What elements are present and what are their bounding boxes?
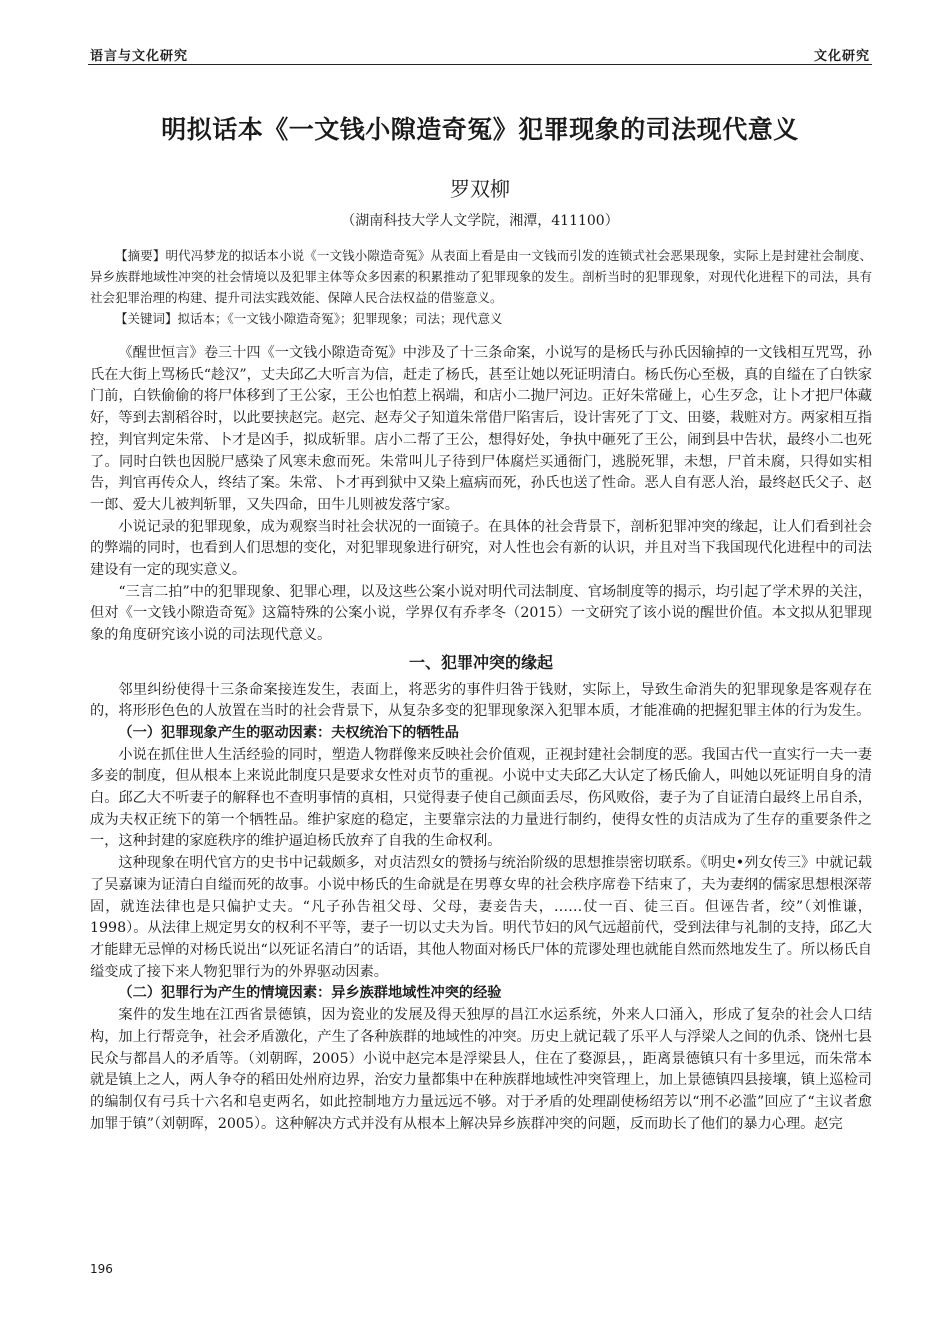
keywords-text: 【关键词】拟话本；《一文钱小隙造奇冤》；犯罪现象；司法；现代意义 [115, 311, 503, 326]
body-paragraph: 邻里纠纷使得十三条命案接连发生，表面上，将恶劣的事件归咎于钱财，实际上，导致生命消失的犯罪现象是客观存在的，将形形色色的人放置在当时的社会背景下，从复杂多变的犯罪现象深入犯罪本质，才能准确的把握犯罪主体的行为发生。 [90, 681, 872, 720]
header-journal-name: 语言与文化研究 [90, 49, 189, 64]
body-paragraph: 小说在抓住世人生活经验的同时，塑造人物群像来反映社会价值观，正视封建社会制度的恶。我国古代一直实行一夫一妻多妾的制度，但从根本上来说此制度只是要求女性对贞节的重视。小说中丈夫邱乙大认定了杨氏偷人，叫她以死证明自身的清白。邱乙大不听妻子的解释也不查明事情的真相，只觉得妻子使自己颜面丢尽，伤风败俗，妻子为了自证清白最终上吊自杀，成为夫权正统下的第一个牺牲品。维护家庭的稳定，主要靠宗法的力量进行制约，使得女性的贞洁成为了生存的重要条件之一，这种封建的家庭秩序的维护逼迫杨氏放弃了自我的生命权利。 [90, 746, 872, 850]
body-paragraph: 小说记录的犯罪现象，成为观察当时社会状况的一面镜子。在具体的社会背景下，剖析犯罪冲突的缘起，让人们看到社会的弊端的同时，也看到人们思想的变化，对犯罪现象进行研究，对人性也会有新的认识，并且对当下我国现代化进程中的司法建设有一定的现实意义。 [90, 518, 872, 579]
header-rule [88, 64, 872, 65]
subsection-heading: （二）犯罪行为产生的情境因素：异乡族群地域性冲突的经验 [118, 985, 502, 1002]
author-affiliation: （湖南科技大学人文学院，湘潭，411100） [341, 213, 619, 229]
header-section-name: 文化研究 [813, 49, 870, 64]
author-name: 罗双柳 [450, 177, 510, 201]
body-paragraph: 案件的发生地在江西省景德镇，因为瓷业的发展及得天独厚的昌江水运系统，外来人口涌入，形成了复杂的社会人口结构，加上行帮竞争，社会矛盾激化，产生了各种族群的地域性的冲突。历史上就记载了乐平人与浮梁人之间的仇杀、饶州七县民众与都昌人的矛盾等。（刘朝晖，2005）小说中赵完本是浮梁县人，住在了婺源县，，距离景德镇只有十多里远，而朱常本就是镇上之人，两人争夺的稻田处州府边界，治安力量都集中在种族群地域性冲突管理上，加上景德镇四县接壤，镇上巡检司的编制仅有弓兵十六名和皂吏两名，如此控制地方力量远远不够。对于矛盾的处理副使杨绍芳以“刑不必滥”回应了“主议者愈加罪于镇”（刘朝晖，2005）。这种解决方式并没有从根本上解决异乡族群冲突的问题，反而助长了他们的暴力心理。赵完 [90, 1007, 872, 1132]
body-paragraph: 这种现象在明代官方的史书中记载颇多，对贞洁烈女的赞扬与统治阶级的思想推崇密切联系。《明史•列女传三》中就记载了吴嘉谏为证清白自缢而死的故事。小说中杨氏的生命就是在男尊女卑的社会秩序席卷下结束了，夫为妻纲的儒家思想根深蒂固，就连法律也是只偏护丈夫。“凡子孙告祖父母、父母，妻妾告夫，……仗一百、徒三百。但诬告者，绞”（刘惟谦，1998）。从法律上规定男女的权利不平等，妻子一切以丈夫为旨。明代节妇的风气远超前代，受到法律与礼制的支持，邱乙大才能肆无忌惮的对杨氏说出“以死证名清白”的话语，其他人物面对杨氏尸体的荒谬处理也就能自然而然地发生了。所以杨氏自缢变成了接下来人物犯罪行为的外界驱动因素。 [90, 855, 872, 980]
body-paragraph: “三言二拍”中的犯罪现象、犯罪心理，以及这些公案小说对明代司法制度、官场制度等的揭示，均引起了学术界的关注，但对《一文钱小隙造奇冤》这篇特殊的公案小说，学界仅有乔孝冬（2015）一文研究了该小说的醒世价值。本文拟从犯罪现象的角度研究该小说的司法现代意义。 [90, 583, 872, 644]
subsection-heading: （一）犯罪现象产生的驱动因素：夫权统治下的牺牲品 [118, 724, 459, 741]
abstract-text: 【摘要】明代冯梦龙的拟话本小说《一文钱小隙造奇冤》从表面上看是由一文钱而引发的连锁式社会恶果现象，实际上是封建社会制度、异乡族群地域性冲突的社会情境以及犯罪主体等众多因素的积累推动了犯罪现象的发生。剖析当时的犯罪现象，对现代化进程下的司法，具有社会犯罪治理的构建、提升司法实践效能、保障人民合法权益的借鉴意义。 [90, 248, 872, 305]
section-heading: 一、犯罪冲突的缘起 [408, 652, 553, 672]
article-body [90, 343, 872, 1135]
abstract-block [90, 245, 872, 329]
running-header [90, 42, 870, 64]
paper-title: 明拟话本《一文钱小隙造奇冤》犯罪现象的司法现代意义 [161, 115, 799, 144]
page-number: 196 [90, 1262, 113, 1276]
body-paragraph: 《醒世恒言》卷三十四《一文钱小隙造奇冤》中涉及了十三条命案，小说写的是杨氏与孙氏因输掉的一文钱相互咒骂，孙氏在大街上骂杨氏“趁汉”，丈夫邱乙大听言为信，赶走了杨氏，甚至让她以死证明清白。杨氏伤心至极，真的自缢在了白铁家门前，白铁偷偷的将尸体移到了王公家，王公也怕惹上祸端，和店小二抛尸河边。正好朱常碰上，心生歹念，让卜才把尸体藏好，等到去割稻谷时，以此要挟赵完。赵完、赵寿父子知道朱常借尸陷害后，设计害死了丁文、田婆，栽赃对方。两家相互指控，判官判定朱常、卜才是凶手，拟成斩罪。店小二帮了王公，想得好处，争执中砸死了王公，闹到县中告状，最终小二也死了。同时白铁也因脱尸感染了风寒未愈而死。朱常叫儿子待到尸体腐烂买通衙门，逃脱死罪，未想，尸首未腐，只得如实相告，判官再传众人，终结了案。朱常、卜才再到狱中又染上瘟病而死，孙氏也送了性命。恶人自有恶人治，最终赵氏父子、赵一郎、爱大儿被判斩罪，又失四命，田牛儿则被发落宁家。 [90, 345, 872, 513]
